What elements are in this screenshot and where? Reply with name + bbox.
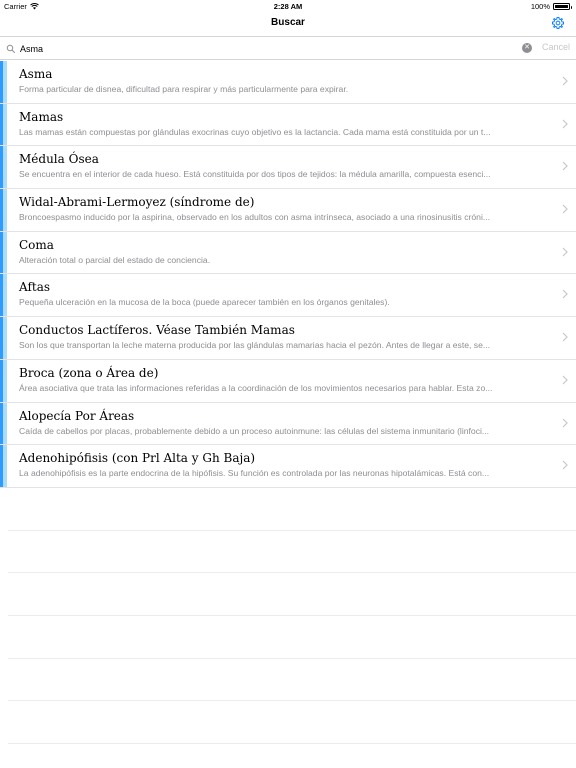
- result-title: Alopecía Por Áreas: [19, 408, 135, 423]
- row-accent-light: [3, 403, 7, 445]
- list-item[interactable]: [0, 274, 576, 317]
- result-title: Asma: [19, 67, 53, 81]
- row-accent-light: [3, 317, 7, 359]
- result-description: Área asociativa que trata las informaciones referidas a la coordinación de los movimientos necesarios para hablar. Esta zo...: [19, 382, 493, 393]
- row-accent-light: [3, 232, 7, 274]
- empty-row: [8, 488, 576, 531]
- empty-row: [8, 573, 576, 616]
- search-input[interactable]: [20, 41, 536, 57]
- status-right: [531, 2, 570, 11]
- result-title: Broca (zona o Área de): [19, 365, 159, 380]
- chevron-right-icon: [562, 418, 568, 428]
- list-item[interactable]: [0, 146, 576, 189]
- chevron-right-icon: [562, 76, 568, 86]
- row-accent-light: [3, 146, 7, 188]
- result-title: Mamas: [19, 109, 64, 124]
- empty-row: [8, 531, 576, 574]
- search-field[interactable]: [6, 40, 536, 58]
- chevron-right-icon: [562, 375, 568, 385]
- result-title: Aftas: [19, 280, 51, 295]
- results-list: [0, 61, 576, 488]
- result-description: Son los que transportan la leche materna producida por las glándulas mamarias hacia el pezón. Antes de llegar a este, se...: [19, 340, 491, 351]
- search-icon: [6, 44, 16, 54]
- result-description: Pequeña ulceración en la mucosa de la boca (puede aparecer también en los órganos genitales).: [19, 297, 390, 308]
- chevron-right-icon: [562, 332, 568, 342]
- list-item[interactable]: [0, 61, 576, 104]
- result-description: La adenohipófisis es la parte endocrina de la hipófisis. Su función es controlada por las neuronas hipotalámicas. Está con...: [19, 468, 490, 479]
- result-description: Forma particular de disnea, dificultad para respirar y más particularmente para expirar.: [19, 84, 349, 94]
- list-item[interactable]: [0, 189, 576, 232]
- empty-row: [8, 659, 576, 702]
- result-title: Widal-Abrami-Lermoyez (síndrome de): [19, 195, 255, 210]
- battery-percent: 100%: [530, 2, 550, 11]
- empty-row: [8, 701, 576, 744]
- page-title: Buscar: [271, 17, 305, 28]
- row-accent-light: [3, 274, 7, 316]
- gear-icon[interactable]: [551, 16, 565, 30]
- result-title: Conductos Lactíferos. Véase También Mamas: [19, 323, 295, 338]
- chevron-right-icon: [562, 119, 568, 129]
- list-item[interactable]: [0, 104, 576, 147]
- status-bar: [0, 0, 576, 12]
- row-accent-light: [3, 61, 7, 103]
- result-description: Caída de cabellos por placas, probablemente debido a un proceso autoinmune: las células del sistema inmunitario (linfoci...: [19, 425, 490, 436]
- list-item[interactable]: [0, 403, 576, 446]
- list-item[interactable]: [0, 360, 576, 403]
- result-description: Broncoespasmo inducido por la aspirina, observado en los adultos con asma intrínseca, asociado a una rinosinusitis cróni...: [19, 212, 491, 223]
- list-item[interactable]: [0, 232, 576, 275]
- chevron-right-icon: [562, 460, 568, 470]
- status-time: 2:28 AM: [273, 2, 303, 11]
- list-item[interactable]: [0, 317, 576, 360]
- row-accent-light: [3, 104, 7, 146]
- chevron-right-icon: [562, 161, 568, 171]
- empty-rows: [0, 488, 576, 744]
- chevron-right-icon: [562, 289, 568, 299]
- result-description: Se encuentra en el interior de cada hueso. Está constituida por dos tipos de tejidos: la médula amarilla, compuesta esenci...: [19, 169, 491, 180]
- row-accent-light: [3, 189, 7, 231]
- battery-icon: [553, 3, 570, 10]
- result-title: Médula Ósea: [19, 152, 99, 167]
- search-bar: [0, 37, 576, 60]
- chevron-right-icon: [562, 247, 568, 257]
- result-description: Las mamas están compuestas por glándulas exocrinas cuyo objetivo es la lactancia. Cada mama está constituida por un t...: [19, 126, 491, 137]
- result-description: Alteración total o parcial del estado de conciencia.: [19, 254, 211, 265]
- empty-row: [8, 616, 576, 659]
- chevron-right-icon: [562, 204, 568, 214]
- navigation-bar: [0, 12, 576, 37]
- result-title: Coma: [19, 237, 54, 252]
- cancel-button[interactable]: Cancel: [541, 42, 570, 52]
- clear-icon[interactable]: ✕: [522, 43, 532, 53]
- carrier-label: Carrier: [4, 2, 27, 11]
- list-item[interactable]: [0, 445, 576, 488]
- row-accent-light: [3, 445, 7, 487]
- result-title: Adenohipófisis (con Prl Alta y Gh Baja): [19, 451, 256, 466]
- row-accent-light: [3, 360, 7, 402]
